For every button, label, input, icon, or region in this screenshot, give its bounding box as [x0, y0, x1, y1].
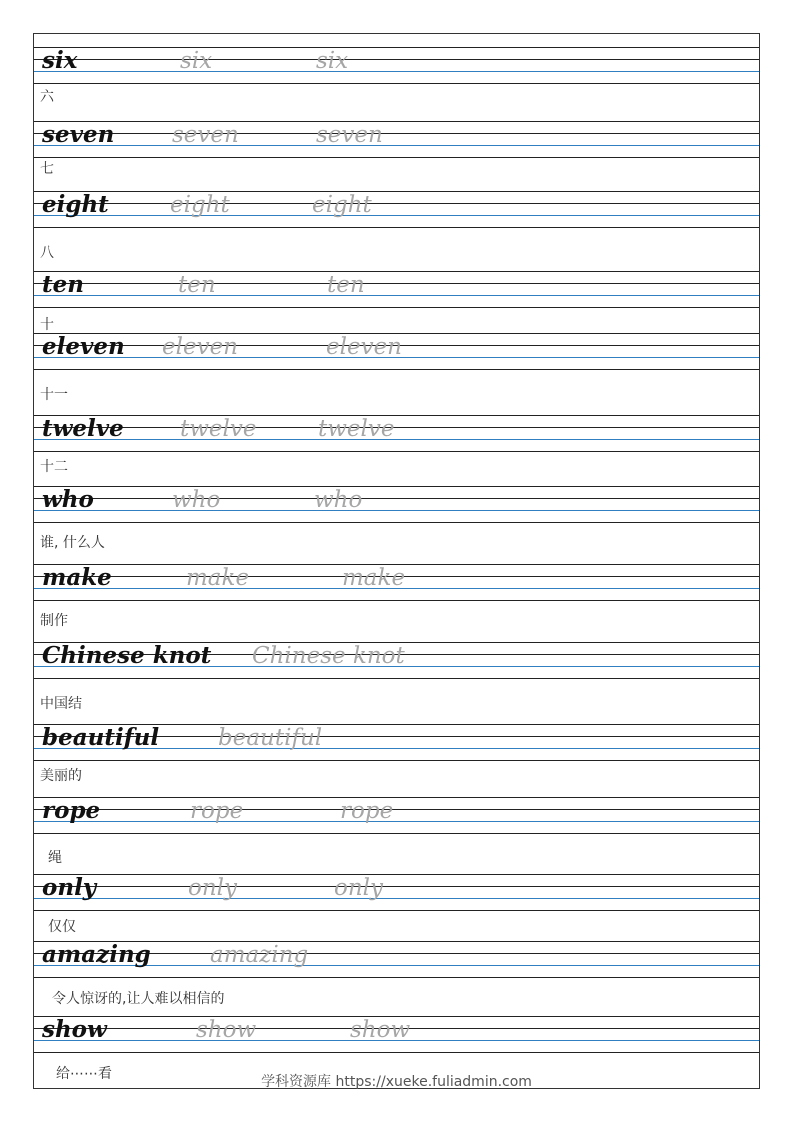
writing-row-only: [34, 874, 759, 910]
writing-row-make: [34, 564, 759, 600]
word-trace: rope: [190, 798, 244, 824]
meaning-only: 仅仅: [48, 919, 76, 935]
meaning-ten: 十: [40, 317, 54, 333]
word-main: beautiful: [42, 724, 160, 751]
writing-row-chinese-knot: [34, 642, 759, 678]
word-trace: seven: [316, 122, 383, 148]
writing-row-beautiful: [34, 724, 759, 760]
word-trace: twelve: [180, 416, 257, 442]
writing-row-ten: [34, 271, 759, 307]
meaning-amazing: 令人惊讶的,让人难以相信的: [52, 991, 225, 1007]
word-main: ten: [42, 271, 84, 298]
meaning-eleven: 十一: [40, 387, 68, 403]
word-main: eight: [42, 191, 109, 218]
word-main: seven: [42, 121, 115, 148]
word-trace: show: [350, 1017, 411, 1043]
word-trace: seven: [172, 122, 239, 148]
meaning-who: 谁, 什么人: [40, 535, 105, 551]
word-main: only: [42, 874, 97, 901]
word-main: eleven: [42, 333, 125, 360]
meaning-eight: 八: [40, 245, 54, 261]
word-main: make: [42, 564, 112, 591]
writing-row-eleven: [34, 333, 759, 369]
word-main: amazing: [42, 941, 151, 968]
writing-row-amazing: [34, 941, 759, 977]
word-trace: six: [180, 48, 213, 74]
word-trace: twelve: [318, 416, 395, 442]
meaning-make: 制作: [40, 613, 68, 629]
word-main: twelve: [42, 415, 124, 442]
word-main: rope: [42, 797, 101, 824]
word-trace: make: [186, 565, 250, 591]
word-trace: show: [196, 1017, 257, 1043]
writing-row-show: [34, 1016, 759, 1052]
word-trace: make: [342, 565, 406, 591]
word-trace: who: [314, 487, 363, 513]
word-trace: ten: [178, 272, 216, 298]
meaning-show: 给⋯⋯看: [56, 1066, 112, 1082]
writing-row-seven: [34, 121, 759, 157]
writing-row-who: [34, 486, 759, 522]
writing-row-eight: [34, 191, 759, 227]
word-trace: only: [334, 875, 384, 901]
meaning-rope: 绳: [48, 850, 62, 866]
word-trace: six: [316, 48, 349, 74]
word-main: show: [42, 1016, 107, 1043]
meaning-twelve: 十二: [40, 459, 68, 475]
word-trace: eleven: [162, 334, 238, 360]
word-trace: ten: [327, 272, 365, 298]
word-trace: who: [172, 487, 221, 513]
word-main: who: [42, 486, 94, 513]
word-trace: beautiful: [218, 725, 323, 751]
word-trace: rope: [340, 798, 394, 824]
word-trace: Chinese knot: [252, 643, 405, 669]
writing-row-rope: [34, 797, 759, 833]
worksheet-page: [33, 33, 760, 1089]
meaning-beautiful: 美丽的: [40, 768, 82, 784]
word-trace: eight: [170, 192, 230, 218]
meaning-six: 六: [40, 89, 54, 105]
footer-source-text: 学科资源库 https://xueke.fuliadmin.com: [261, 1074, 532, 1090]
meaning-seven: 七: [40, 161, 54, 177]
word-trace: eight: [312, 192, 372, 218]
word-trace: eleven: [326, 334, 402, 360]
writing-row-twelve: [34, 415, 759, 451]
word-main: six: [42, 47, 78, 74]
meaning-chinese-knot: 中国结: [40, 696, 82, 712]
word-trace: amazing: [210, 942, 309, 968]
word-trace: only: [188, 875, 238, 901]
writing-row-six: [34, 47, 759, 83]
word-main: Chinese knot: [42, 642, 212, 669]
